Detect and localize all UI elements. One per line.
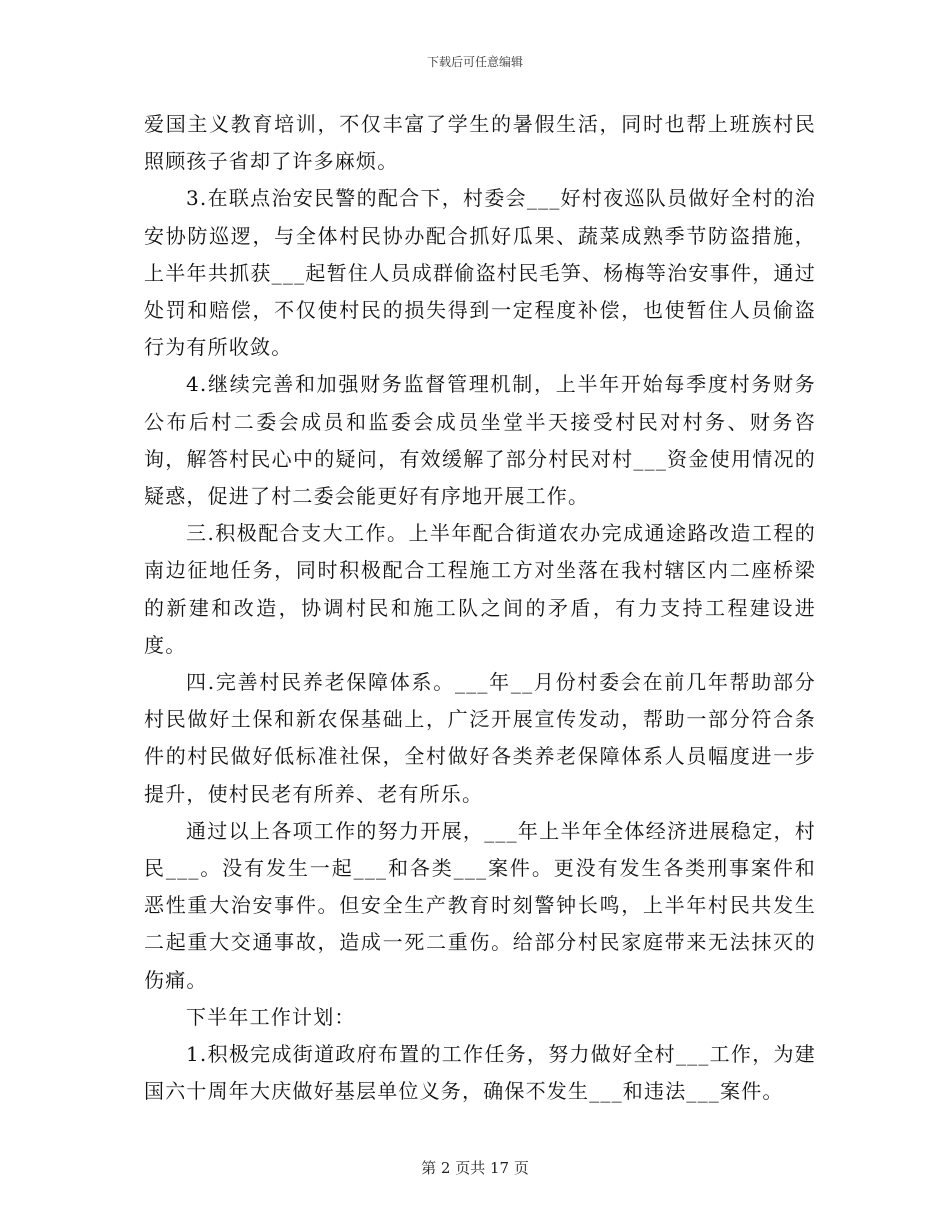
paragraph-7: 下半年工作计划： <box>186 1004 356 1029</box>
paragraph-1: 爱国主义教育培训，不仅丰富了学生的暑假生活，同时也帮上班族村民照顾孩子省却了许多麻烦。 <box>144 112 816 174</box>
paragraph-4: 三.积极配合支大工作。上半年配合街道农办完成通途路改造工程的南边征地任务，同时积极配合工程施工方对坐落在我村辖区内二座桥梁的新建和改造，协调村民和施工队之间的矛盾，有力支持工程建设进度。 <box>144 521 816 657</box>
paragraph-8: 1.积极完成街道政府布置的工作任务，努力做好全村___工作，为建国六十周年大庆做好基层单位义务，确保不发生___和违法___案件。 <box>144 1042 816 1104</box>
page-header: 下载后可任意编辑 <box>426 55 523 69</box>
page-number-footer: 第 2 页共 17 页 <box>421 1159 529 1177</box>
document-body <box>144 106 816 1110</box>
paragraph-6: 通过以上各项工作的努力开展，___年上半年全体经济进展稳定，村民___。没有发生一起___和各类___案件。更没有发生各类刑事案件和恶性重大治安事件。但安全生产教育时刻警钟长鸣，上半年村民共发生二起重大交通事故，造成一死二重伤。给部分村民家庭带来无法抹灭的伤痛。 <box>144 818 816 992</box>
paragraph-5: 四.完善村民养老保障体系。___年__月份村委会在前几年帮助部分村民做好土保和新农保基础上，广泛开展宣传发动，帮助一部分符合条件的村民做好低标准社保，全村做好各类养老保障体系人员幅度进一步提升，使村民老有所养、老有所乐。 <box>144 670 816 806</box>
paragraph-3: 4.继续完善和加强财务监督管理机制，上半年开始每季度村务财务公布后村二委会成员和监委会成员坐堂半天接受村民对村务、财务咨询，解答村民心中的疑问，有效缓解了部分村民对村___资金使用情况的疑惑，促进了村二委会能更好有序地开展工作。 <box>144 372 816 509</box>
paragraph-2: 3.在联点治安民警的配合下，村委会___好村夜巡队员做好全村的治安协防巡逻，与全体村民协办配合抓好瓜果、蔬菜成熟季节防盗措施，上半年共抓获___起暂住人员成群偷盗村民毛笋、杨梅等治安事件，通过处罚和赔偿，不仅使村民的损失得到一定程度补偿，也使暂住人员偷盗行为有所收敛。 <box>144 186 816 360</box>
